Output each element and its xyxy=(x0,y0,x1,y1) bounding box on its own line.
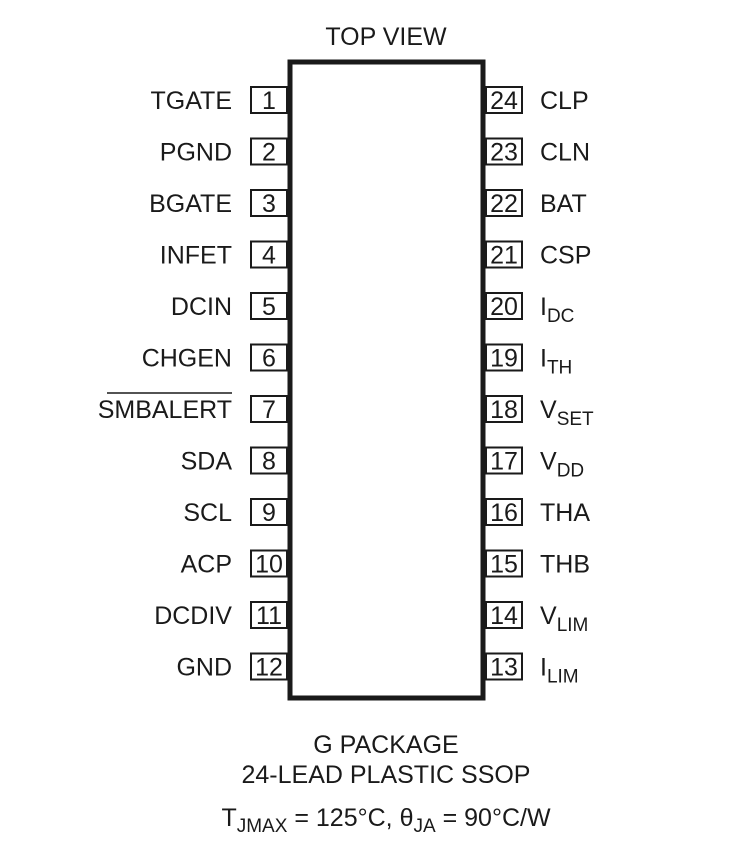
package-type: 24-LEAD PLASTIC SSOP xyxy=(241,761,531,789)
pin-name-subscript: DC xyxy=(546,306,575,327)
pin-name-main: INFET xyxy=(159,241,232,270)
pin-number: 24 xyxy=(490,87,518,115)
package-name: G PACKAGE xyxy=(313,731,459,759)
pin-number: 11 xyxy=(256,602,282,630)
pin-name xyxy=(151,87,232,115)
pin-name-main: THA xyxy=(540,499,590,527)
pin-name xyxy=(181,551,232,579)
pin-name-main: V xyxy=(540,447,557,476)
pin-9 xyxy=(183,499,287,527)
pin-name xyxy=(540,551,590,579)
pin-name-subscript: LIM xyxy=(556,615,589,636)
pin-name xyxy=(540,139,590,167)
pin-number: 9 xyxy=(262,499,276,527)
pin-name-main: CLP xyxy=(540,87,589,115)
thermal-spec xyxy=(221,804,551,837)
pin-name-main: BGATE xyxy=(149,190,232,218)
pin-number: 7 xyxy=(262,396,276,424)
ic-body xyxy=(290,62,483,698)
pin-11 xyxy=(154,602,287,630)
pin-number: 21 xyxy=(490,241,518,270)
pin-14 xyxy=(486,602,588,636)
pin-15 xyxy=(486,551,590,579)
pin-number: 14 xyxy=(490,602,518,630)
pin-23 xyxy=(486,139,590,167)
pin-name xyxy=(171,293,232,321)
pin-name xyxy=(540,87,589,115)
pin-24 xyxy=(486,87,589,115)
pin-12 xyxy=(176,654,287,682)
pin-19 xyxy=(486,345,572,379)
pin-name xyxy=(149,190,232,218)
pin-name-main: CSP xyxy=(540,241,592,270)
pin-number: 10 xyxy=(255,550,283,579)
pin-name xyxy=(176,654,232,682)
pin-number: 12 xyxy=(255,653,283,682)
pin-number: 4 xyxy=(262,241,276,270)
pin-name-main: THB xyxy=(540,550,590,579)
pin-number: 23 xyxy=(490,138,518,167)
pin-name-subscript: TH xyxy=(546,357,573,379)
theta-symbol: θ xyxy=(399,804,414,832)
pin-name-main: I xyxy=(540,344,547,373)
pin-1 xyxy=(151,87,287,115)
pin-number: 2 xyxy=(262,138,276,167)
pin-name xyxy=(98,396,232,424)
pin-name-main: ACP xyxy=(180,550,232,579)
pin-name-main: DCIN xyxy=(170,293,232,321)
pin-name-main: DCDIV xyxy=(154,602,232,630)
pin-name xyxy=(142,345,232,373)
pin-17 xyxy=(486,448,584,482)
pin-5 xyxy=(171,293,287,321)
pin-name xyxy=(540,293,574,327)
pin-2 xyxy=(160,139,287,167)
pin-name-main: SMBALERT xyxy=(97,396,232,424)
pin-name-main: PGND xyxy=(159,138,232,167)
pin-name-subscript: LIM xyxy=(546,666,579,688)
pin-number: 1 xyxy=(262,87,276,115)
pin-name-main: BAT xyxy=(540,190,587,218)
pin-name-main: CLN xyxy=(540,138,591,167)
pin-name xyxy=(540,602,588,636)
pin-16 xyxy=(486,499,590,527)
pin-name xyxy=(183,499,232,527)
pin-name-main: CHGEN xyxy=(141,344,232,373)
pin-name xyxy=(540,499,590,527)
pin-20 xyxy=(486,293,574,327)
pin-number: 17 xyxy=(490,447,518,476)
pin-number: 22 xyxy=(490,190,518,218)
pin-number: 18 xyxy=(490,396,518,424)
pin-name-main: V xyxy=(540,396,557,424)
top-view-label: TOP VIEW xyxy=(325,23,447,51)
left-pin-column xyxy=(98,87,287,682)
pin-name-main: TGATE xyxy=(150,87,232,115)
pin-number: 3 xyxy=(262,190,276,218)
pin-name xyxy=(540,190,587,218)
pin-6 xyxy=(142,345,287,373)
pin-number: 13 xyxy=(490,653,518,682)
pin-number: 5 xyxy=(262,293,276,321)
pin-name xyxy=(154,602,232,630)
pin-10 xyxy=(181,551,287,579)
theta-sub: JA xyxy=(413,816,436,837)
pin-name xyxy=(181,448,233,476)
t-sub: JMAX xyxy=(236,816,288,837)
pin-18 xyxy=(486,396,594,430)
pin-7 xyxy=(98,393,287,424)
pin-name-main: I xyxy=(540,653,547,682)
pin-name xyxy=(160,242,232,270)
theta-value: = 90°C/W xyxy=(435,804,551,832)
pin-name xyxy=(540,345,572,379)
pin-number: 8 xyxy=(262,447,276,476)
right-pin-column xyxy=(486,87,594,688)
pin-name-main: V xyxy=(540,602,557,630)
pin-name xyxy=(160,139,232,167)
pin-name xyxy=(540,396,594,430)
pin-name-subscript: SET xyxy=(556,409,594,430)
pin-name-main: I xyxy=(540,293,547,321)
t-symbol: T xyxy=(221,804,237,832)
pin-number: 15 xyxy=(490,550,518,579)
pin-number: 19 xyxy=(490,344,518,373)
pin-8 xyxy=(181,448,287,476)
pin-name-main: GND xyxy=(176,653,232,682)
t-value: = 125°C, xyxy=(287,804,400,832)
pin-name-main: SCL xyxy=(183,499,232,527)
pin-name xyxy=(540,448,584,482)
pin-name-subscript: DD xyxy=(556,460,585,482)
pin-name xyxy=(540,654,579,688)
pin-number: 20 xyxy=(490,293,518,321)
pin-21 xyxy=(486,242,591,270)
pin-22 xyxy=(486,190,587,218)
pin-13 xyxy=(486,654,579,688)
pin-name xyxy=(540,242,591,270)
pin-number: 16 xyxy=(490,499,518,527)
pin-number: 6 xyxy=(262,344,276,373)
pin-4 xyxy=(160,242,287,270)
pin-3 xyxy=(149,190,287,218)
pin-name-main: SDA xyxy=(180,447,232,476)
